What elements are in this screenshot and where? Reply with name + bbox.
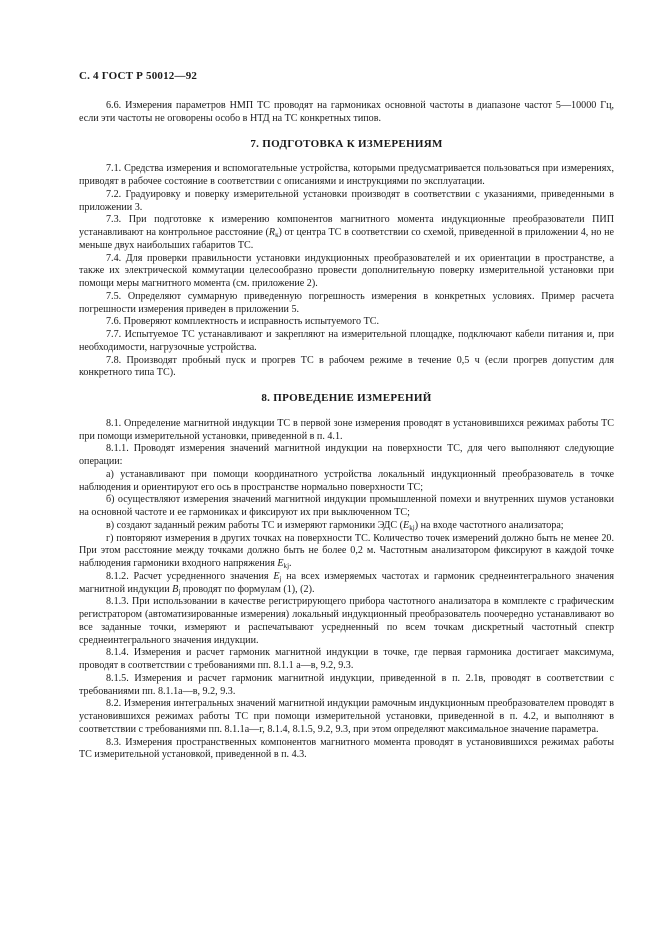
list-item-a: а) устанавливают при помощи координатного устройства локальный индукционный преобразователь в точке наблюдения и ориентируют его ось в пространстве нормально поверхности ТС; [79, 468, 614, 493]
section-8-heading: 8. ПРОВЕДЕНИЕ ИЗМЕРЕНИЙ [261, 392, 432, 404]
paragraph-8-1-1: 8.1.1. Проводят измерения значений магнитной индукции на поверхности ТС, для чего выполняют следующие операции: [79, 443, 614, 467]
symbol-e: E [273, 570, 280, 582]
paragraph-8-3: 8.3. Измерения пространственных компонентов магнитного момента проводят в установившихся режимах работы ТС измерительной установкой, приведенной в п. 4.3. [79, 736, 614, 761]
paragraph-7-4: 7.4. Для проверки правильности установки индукционных преобразователей и их ориентации в пространстве, а также их электрической коммутации целесообразно провести дополнительную поверку измерительной установки при помощи меры магнитного момента (см. приложение 2). [79, 252, 614, 289]
paragraph-8-1-5: 8.1.5. Измерения и расчет гармоник магнитной индукции, приведенной в п. 2.1в, проводят в соответствии с требованиями пп. 8.1.1а—в, 9.2, 9.3. [79, 672, 614, 697]
paragraph-7-1: 7.1. Средства измерения и вспомогательные устройства, которыми предусматривается пользоваться при измерениях, приводят в рабочее состояние в соответствии с описаниями и инструкциями по эксплуатации. [79, 163, 614, 187]
paragraph-7-3: 7.3. При подготовке к измерению компонентов магнитного момента индукционные преобразователи ПИП устанавливают на контрольное расстояние $(R_к)$ от центра ТС в соответствии со схемой, приведенной в приложении 4, но не меньше двух наибольших габаритов ТС. [79, 214, 614, 251]
paragraph-7-6: 7.6. Проверяют комплектность и исправность испытуемого ТС. [106, 316, 379, 328]
paragraph-8-1-3: 8.1.3. При использовании в качестве регистрирующего прибора частотного анализатора в комплекте с графическим регистратором (автоматизированные измерения) локальный индукционный преобразователь поочередно устанавливают во все заданные точки, измеряют и распечатывают усредненный по всем точкам дискретный частотный спектр среднеинтегрального значения индукции. [79, 596, 614, 646]
symbol-e: E [277, 558, 284, 569]
paragraph-7-8: 7.8. Производят пробный пуск и прогрев ТС в рабочем режиме в течение 0,5 ч (если прогрев допустим для конкретного типа ТС). [79, 354, 614, 379]
document-body [79, 100, 614, 762]
section-7-heading: 7. ПОДГОТОВКА К ИЗМЕРЕНИЯМ [250, 137, 443, 150]
list-item-v: в) создают заданный режим работы ТС и измеряют гармоники ЭДС $(E_{kj})$ на входе частотного анализатора; [106, 519, 564, 532]
list-item-g: г) повторяют измерения в других точках на поверхности ТС. Количество точек измерений должно быть не менее 20. При этом расстояние между точками должно быть не более 0,2 м. Частотным анализатором фиксируют в каждой точке наблюдения гармоники входного напряжения $E_{kj}$. [79, 532, 614, 570]
paragraph-7-7: 7.7. Испытуемое ТС устанавливают и закрепляют на измерительной площадке, подключают кабели питания и, при необходимости, нагрузочные устройства. [79, 329, 614, 353]
paragraph-7-2: 7.2. Градуировку и поверку измерительной установки производят в соответствии с указаниями, приведенными в приложении 3. [79, 188, 614, 213]
list-item-b: б) осуществляют измерения значений магнитной индукции промышленной помехи и внутренних шумов установки на основной частоте и ее гармониках и фиксируют их при выключенном ТС; [79, 494, 614, 518]
symbol-b: B [172, 583, 179, 595]
paragraph-8-2: 8.2. Измерения интегральных значений магнитной индукции рамочным индукционным преобразователем проводят в установившихся режимах работы ТС при помощи измерительной установки, приведенной в п. 4.2, и выполняют в соответствии с требованиями пп. 8.1.1а—г, 8.1.4, 8.1.5, 9.2, 9.3, при этом определяют максимальное значение параметра. [79, 698, 614, 735]
paragraph-8-1-2: 8.1.2. Расчет усредненного значения $E_j$ на всех измеряемых частотах и гармоник среднеинтегрального значения магнитной индукции $B_j$ проводят по формулам (1), (2). [79, 570, 614, 596]
paragraph-7-5: 7.5. Определяют суммарную приведенную погрешность измерения в конкретных условиях. Пример расчета погрешности измерения приведен в приложении 5. [79, 290, 614, 315]
paragraph-6-6: 6.6. Измерения параметров НМП ТС проводят на гармониках основной частоты в диапазоне частот 5—10000 Гц, если эти частоты не оговорены особо в НТД на ТС конкретных типов. [79, 100, 614, 124]
symbol-e: E [403, 519, 410, 531]
paragraph-8-1-4: 8.1.4. Измерения и расчет гармоник магнитной индукции в точке, где первая гармоника достигает максимума, проводят в соответствии с требованиями пп. 8.1.1 а—в, 9.2, 9.3. [79, 647, 614, 671]
paragraph-8-1: 8.1. Определение магнитной индукции ТС в первой зоне измерения проводят в установившихся режимах работы ТС при помощи измерительной установки, приведенной в п. 4.1. [79, 417, 614, 442]
page-header: С. 4 ГОСТ Р 50012—92 [79, 70, 198, 82]
symbol-r: R [268, 227, 276, 238]
